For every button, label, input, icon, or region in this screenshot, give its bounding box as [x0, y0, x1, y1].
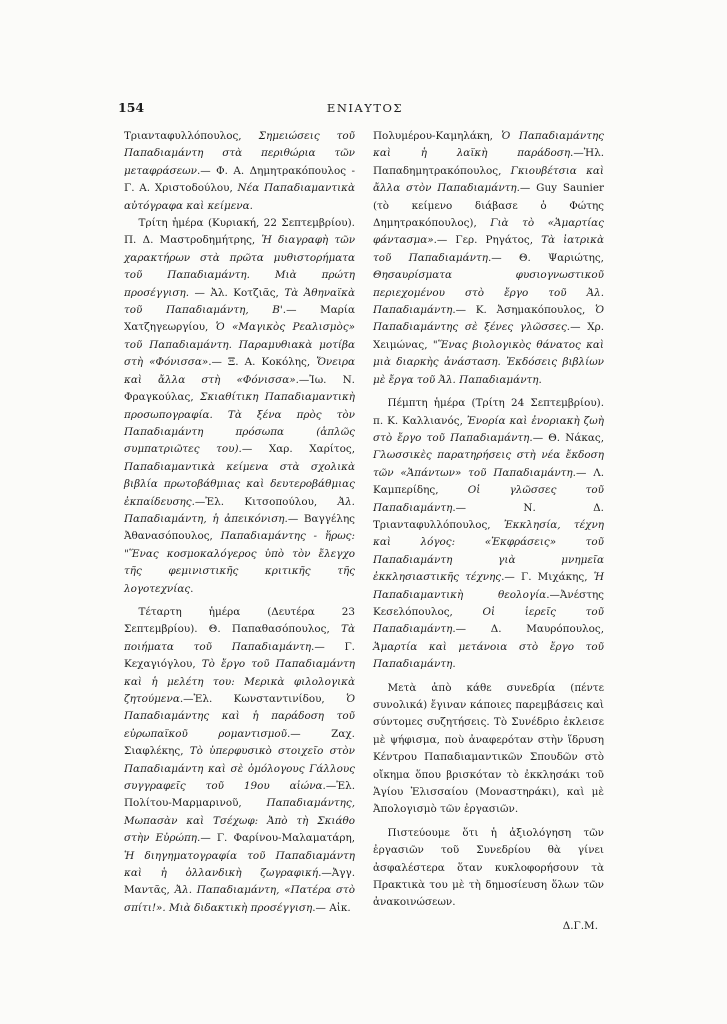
paragraph-sessions: Μετὰ ἀπὸ κάθε συνεδρία (πέντε συνολικά) ἔγιναν κάποιες παρεμβάσεις καὶ σύντομες συζητήσεις. Τὸ Συνέδριο ἐκλεισε μὲ ψήφισμα, ποὺ ἀναφερόταν στὴν ἵδρυση Κέντρου Παπαδιαμαντικῶν Σπουδῶν στὸ οἴκημα ὅπου βρισκόταν τὸ ἐκκλησάκι τοῦ Ἁγίου Ἐλισσαίου (Μοναστηράκι), καὶ μὲ Ἀπολογισμὸ τῶν ἐργασιῶν. [373, 681, 604, 816]
right-column [373, 128, 604, 935]
paragraph-day-three: Τρίτη ἡμέρα (Κυριακή, 22 Σεπτεμβρίου). Π. Δ. Μαστροδημήτρης, Ἡ διαγραφὴ τῶν χαρακτήρων στὰ πρῶτα μυθιστορήματα τοῦ Παπαδιαμάντη. Μιὰ πρώτη προσέγγιση. — Ἀλ. Κοτζιᾶς, Τὰ Ἀθηναϊκὰ τοῦ Παπαδιαμάντη, Β'.— Μαρία Χατζηγεωργίου, Ὁ «Μαγικὸς Ρεαλισμὸς» τοῦ Παπαδιαμάντη. Παραμυθιακὰ μοτίβα στὴ «Φόνισσα».— Ξ. Α. Κοκόλης, Ὄνειρα καὶ ἄλλα στὴ «Φόνισσα».—Ἰω. Ν. Φραγκούλας, Σκιαθίτικη Παπαδιαμαντικὴ προσωπογραφία. Τὰ ξένα πρὸς τὸν Παπαδιαμάντη πρόσωπα (ἁπλῶς συμπατριῶτες του).— Χαρ. Χαρίτος, Παπαδιαμαντικὰ κείμενα στὰ σχολικὰ βιβλία πρωτοβάθμιας καὶ δευτεροβάθμιας ἐκπαίδευσης.—Ἐλ. Κιτσοπούλου, Ἀλ. Παπαδιαμάντη, ἡ ἀπεικόνιση.— Βαγγέλης Ἀθανασόπουλος, Παπαδιαμάντης - ἥρως: "Ἕνας κοσμοκαλόγερος ὑπὸ τὸν ἔλεγχο τῆς φεμινιστικῆς κριτικῆς τῆς λογοτεχνίας. [124, 217, 356, 595]
page-header [118, 100, 612, 120]
paragraph-day-four: Τέταρτη ἡμέρα (Δευτέρα 23 Σεπτεμβρίου). Θ. Παπαθασόπουλος, Τὰ ποιήματα τοῦ Παπαδιαμάντη.— Γ. Κεχαγιόγλου, Τὸ ἔργο τοῦ Παπαδιαμάντη καὶ ἡ μελέτη του: Μερικὰ φιλολογικὰ ζητούμενα.—Ἐλ. Κωνσταντινίδου, Ὁ Παπαδιαμάντης καὶ ἡ παράδοση τοῦ εὐρωπαϊκοῦ ρομαντισμοῦ.— Ζαχ. Σιαφλέκης, Τὸ ὑπερφυσικὸ στοιχεῖο στὸν Παπαδιαμάντη καὶ σὲ ὁμόλογους Γάλλους συγγραφεῖς τοῦ 19ου αἰώνα.—Ἐλ. Πολίτου-Μαρμαρινοῦ, Παπαδιαμάντης, Μωπασὰν καὶ Τσέχωφ: Ἀπὸ τὴ Σκιάθο στὴν Εὐρώπη.— Γ. Φαρίνου-Μαλαματάρη, Ἡ διηγηματογραφία τοῦ Παπαδιαμάντη καὶ ἡ ὀλλανδικὴ ζωγραφική.—Ἀγγ. Μαντᾶς, Ἀλ. Παπαδιαμάντη, «Πατέρα στὸ σπίτι!». Μιὰ διδακτικὴ προσέγγιση.— Αἰκ. [124, 605, 355, 914]
paragraph: Πολυμέρου-Καμηλάκη, Ὁ Παπαδιαμάντης καὶ ἡ λαϊκὴ παράδοση.—Ἠλ. Παπαδημητρακόπουλος, Γκιουβέτσια καὶ ἄλλα στὸν Παπαδιαμάντη.— Guy Saunier (τὸ κείμενο διάβασε ὁ Φώτης Δημητρακόπουλος), Γιὰ τὸ «Ἁμαρτίας φάντασμα».— Γερ. Ρηγάτος, Τὰ ἰατρικὰ τοῦ Παπαδιαμάντη.— Θ. Ψαριώτης, Θησαυρίσματα φυσιογνωστικοῦ περιεχομένου στὸ ἔργο τοῦ Ἀλ. Παπαδιαμάντη.— Κ. Ἀσημακόπουλος, Ὁ Παπαδιαμάντης σὲ ξένες γλῶσσες.— Χρ. Χειμώνας, "Ἕνας βιολογικὸς θάνατος καὶ μιὰ διαρκὴς ἀνάσταση. Ἐκδόσεις βιβλίων μὲ ἔργα τοῦ Ἀλ. Παπαδιαμάντη. [373, 130, 605, 386]
paragraph-conclusion: Πιστεύουμε ὅτι ἡ ἀξιολόγηση τῶν ἐργασιῶν τοῦ Συνεδρίου θὰ γίνει ἀσφαλέστερα ὅταν κυκλοφορήσουν τὰ Πρακτικὰ του μὲ τὴ δημοσίευση ὅλων τῶν ἀνακοινώσεων. [373, 826, 604, 909]
paragraph-day-five: Πέμπτη ἡμέρα (Τρίτη 24 Σεπτεμβρίου). π. Κ. Καλλιανός, Ἐνορία καὶ ἐνοριακὴ ζωὴ στὸ ἔργο τοῦ Παπαδιαμάντη.— Θ. Νάκας, Γλωσσικὲς παρατηρήσεις στὴ νέα ἔκδοση τῶν «Ἁπάντων» τοῦ Παπαδιαμάντη.— Λ. Καμπερίδης, Οἱ γλῶσσες τοῦ Παπαδιαμάντη.— Ν. Δ. Τριανταφυλλόπουλος, Ἐκκλησία, τέχνη καὶ λόγος: «Ἐκφράσεις» τοῦ Παπαδιαμάντη γιὰ μνημεῖα ἐκκλησιαστικῆς τέχνης.— Γ. Μιχάκης, Ἡ Παπαδιαμαντικὴ θεολογία.—Ἀνέστης Κεσελόπουλος, Οἱ ἱερεῖς τοῦ Παπαδιαμάντη.— Δ. Μαυρόπουλος, Ἁμαρτία καὶ μετάνοια στὸ ἔργο τοῦ Παπαδιαμάντη. [373, 397, 605, 671]
running-title: ΕΝΙΑΥΤΟΣ [326, 101, 404, 115]
page-number: 154 [118, 100, 145, 115]
author-signature: Δ.Γ.Μ. [562, 919, 598, 932]
left-column [124, 128, 355, 917]
paragraph: Τριανταφυλλόπουλος, Σημειώσεις τοῦ Παπαδιαμάντη στὰ περιθώρια τῶν μεταφράσεων.— Φ. Α. Δημητρακόπουλος - Γ. Α. Χριστοδούλου, Νέα Παπαδιαμαντικὰ αὐτόγραφα καὶ κείμενα. [124, 130, 355, 212]
